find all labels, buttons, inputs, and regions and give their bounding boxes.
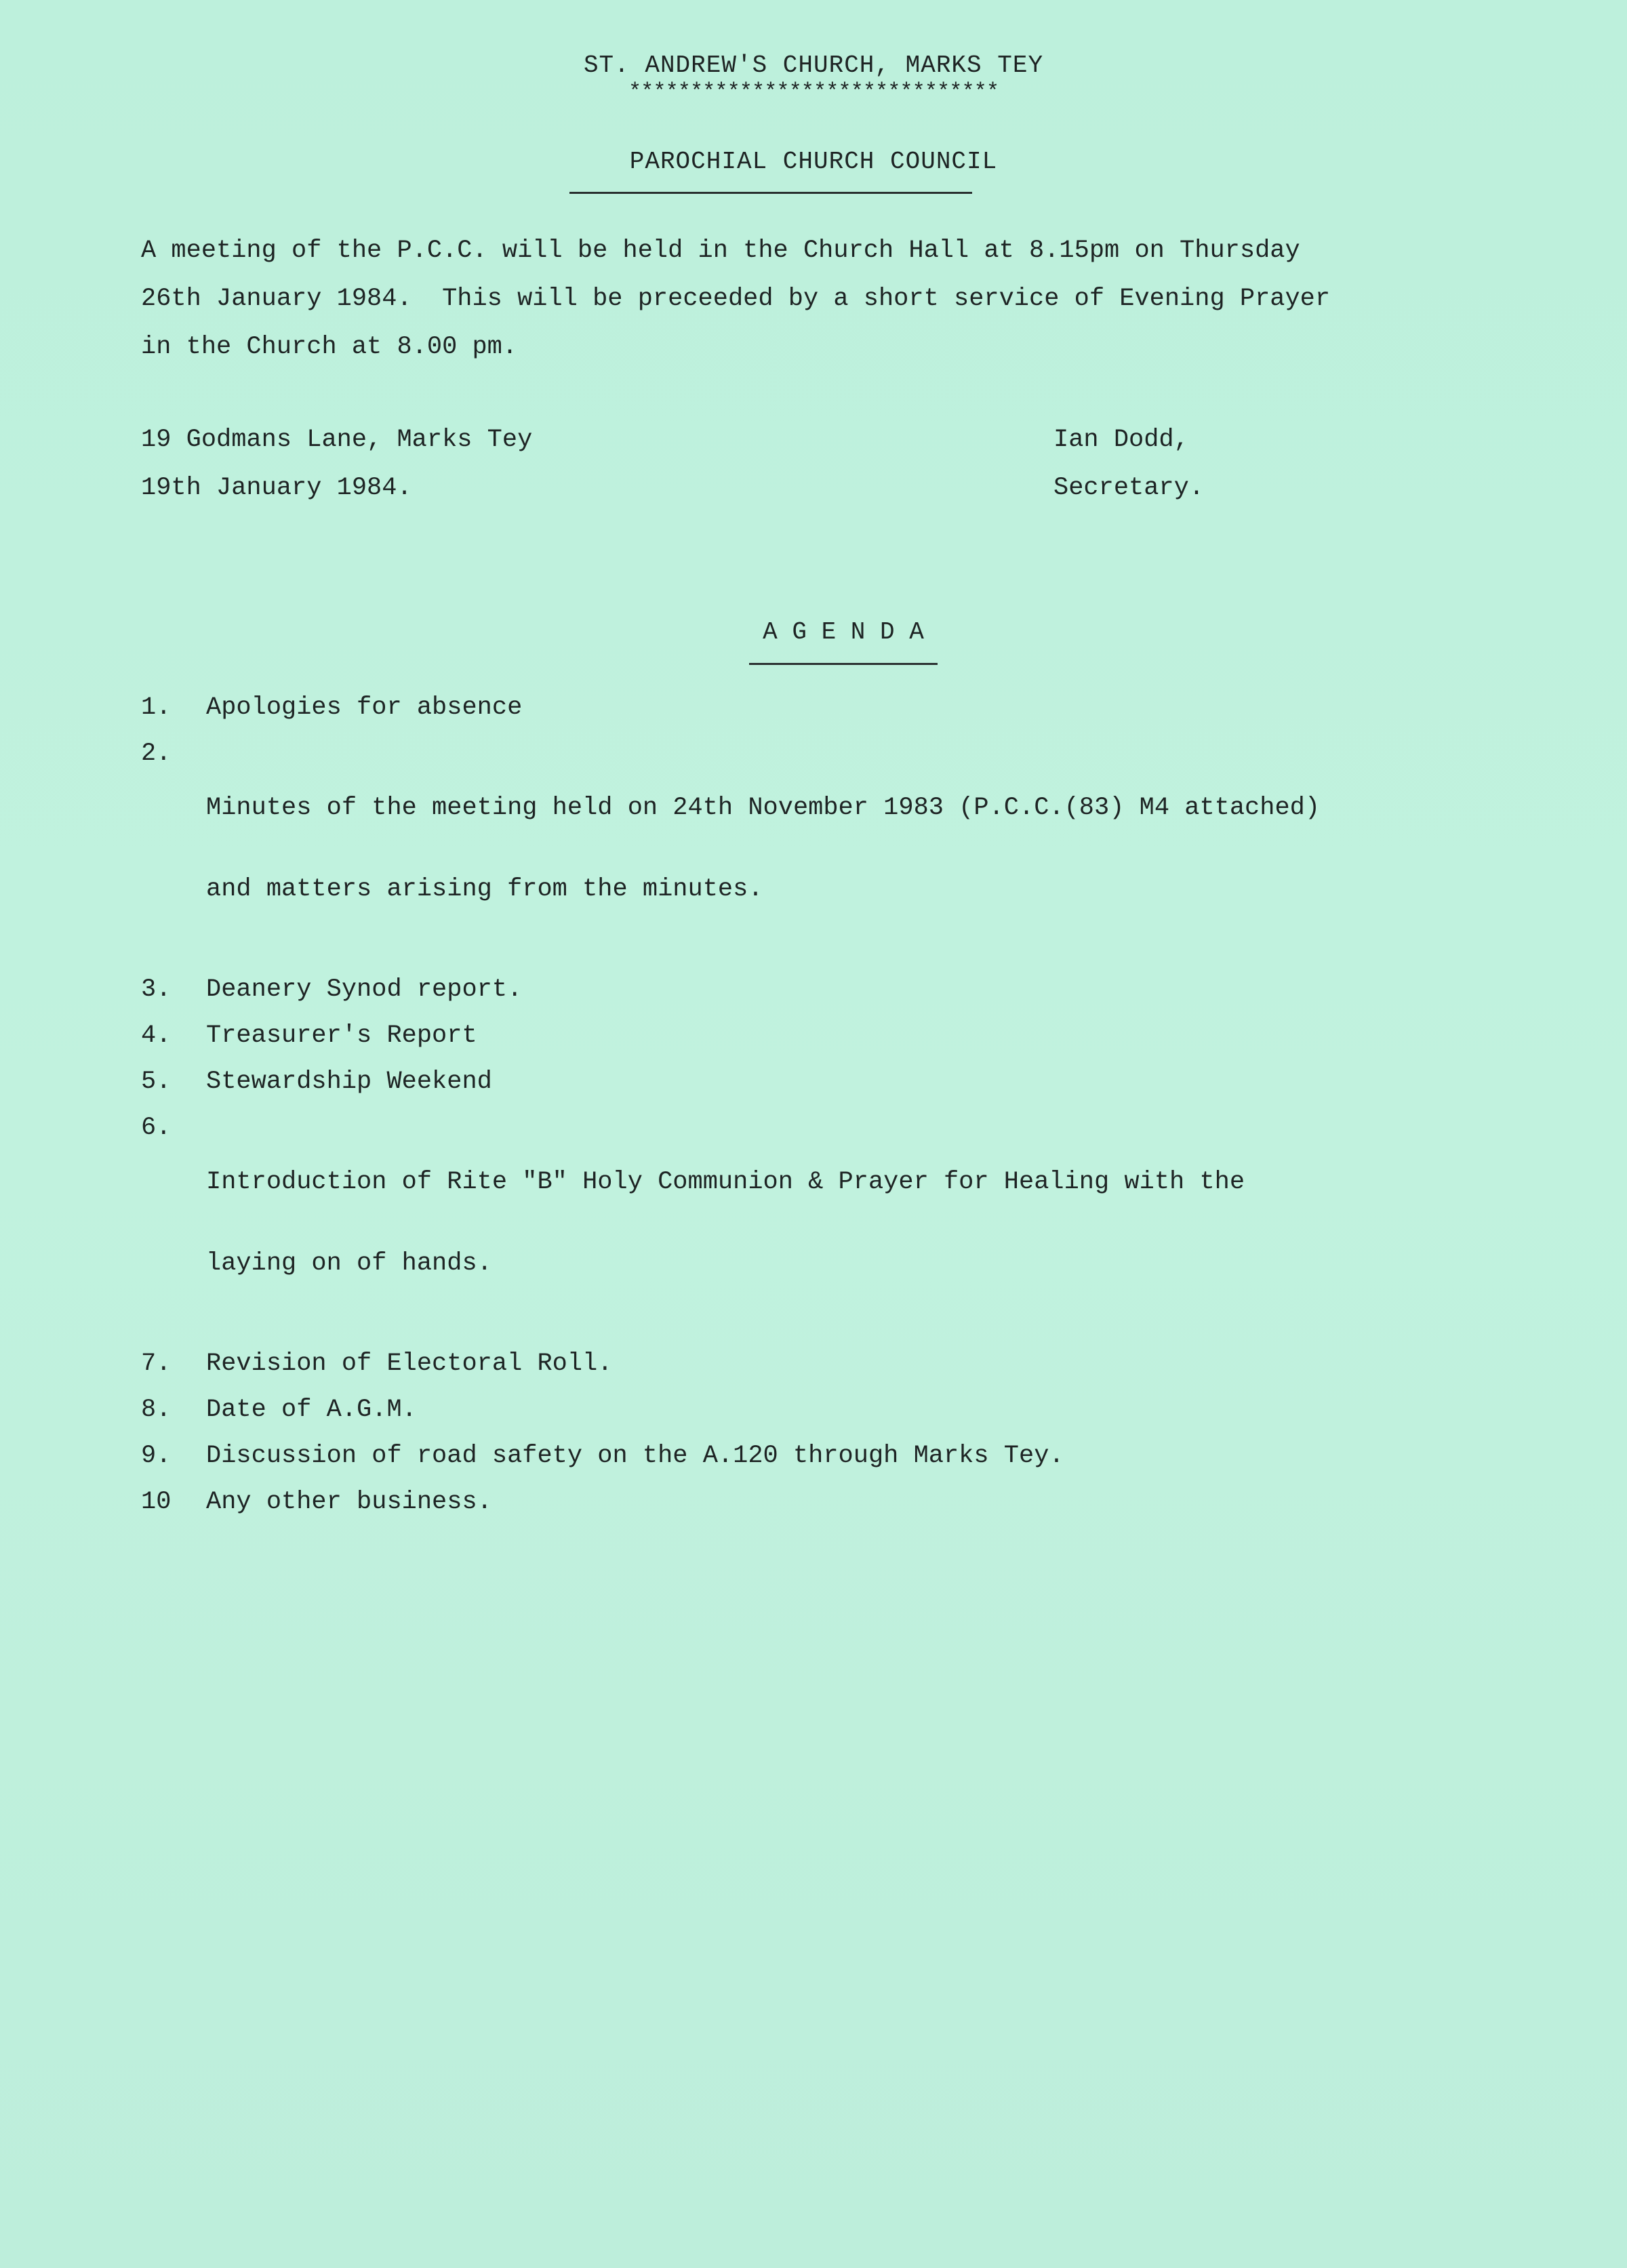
signatory-name: Ian Dodd, [1053, 426, 1189, 454]
agenda-item [141, 740, 1531, 957]
item-number: 6. [141, 1114, 172, 1142]
notice-line: in the Church at 8.00 pm. [141, 333, 518, 361]
item-text: laying on of hands. [206, 1249, 492, 1278]
agenda-item [141, 1489, 1531, 1516]
agenda-item [141, 1350, 1531, 1377]
notice-line: A meeting of the P.C.C. will be held in the Church Hall at 8.15pm on Thursday [141, 237, 1300, 265]
item-number: 10 [141, 1488, 172, 1516]
agenda-underline [749, 663, 938, 665]
meeting-notice [141, 227, 1497, 371]
item-text: Revision of Electoral Roll. [206, 1350, 613, 1378]
letter-date: 19th January 1984. [141, 474, 412, 502]
item-number: 8. [141, 1396, 172, 1424]
notice-line: 26th January 1984. This will be preceeded by a short service of Evening Prayer [141, 285, 1331, 313]
item-text: Any other business. [206, 1488, 492, 1516]
agenda-item [141, 1022, 1531, 1049]
item-text: Stewardship Weekend [206, 1068, 492, 1096]
item-text: and matters arising from the minutes. [206, 875, 763, 904]
item-number: 9. [141, 1442, 172, 1470]
signature-block [1053, 416, 1204, 512]
item-text: Apologies for absence [206, 693, 523, 722]
item-text: Introduction of Rite "B" Holy Communion & Prayer for Healing with the [206, 1168, 1245, 1196]
item-text: Treasurer's Report [206, 1021, 477, 1050]
council-heading: PAROCHIAL CHURCH COUNCIL [629, 148, 998, 176]
agenda-item [141, 1068, 1531, 1095]
item-text: Discussion of road safety on the A.120 through Marks Tey. [206, 1442, 1064, 1470]
sender-block [141, 416, 532, 512]
item-number: 4. [141, 1021, 172, 1050]
agenda-item [141, 1396, 1531, 1423]
agenda-item [141, 976, 1531, 1003]
signatory-title: Secretary. [1053, 474, 1205, 502]
item-number: 3. [141, 975, 172, 1004]
agenda-item [141, 694, 1531, 721]
church-name-heading: ST. ANDREW'S CHURCH, MARKS TEY [583, 52, 1044, 79]
agenda-list [141, 694, 1531, 1535]
item-text: Minutes of the meeting held on 24th November 1983 (P.C.C.(83) M4 attached) [206, 794, 1321, 822]
agenda-item [141, 1114, 1531, 1331]
sender-address: 19 Godmans Lane, Marks Tey [141, 426, 533, 454]
agenda-heading: A G E N D A [763, 618, 924, 646]
item-number: 2. [141, 740, 172, 768]
agenda-item [141, 1442, 1531, 1470]
item-text: Deanery Synod report. [206, 975, 523, 1004]
star-divider: ****************************** [628, 79, 999, 104]
item-number: 5. [141, 1068, 172, 1096]
council-underline [569, 192, 972, 194]
item-number: 7. [141, 1350, 172, 1378]
item-number: 1. [141, 693, 172, 722]
item-text: Date of A.G.M. [206, 1396, 417, 1424]
